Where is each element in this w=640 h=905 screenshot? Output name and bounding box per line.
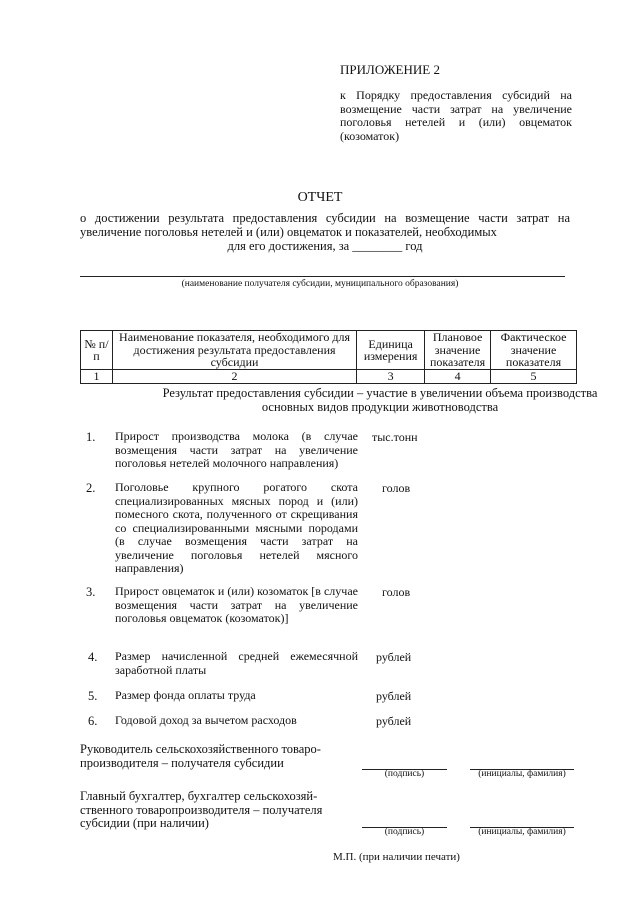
report-subtitle: о достижении результата предоставления субсидии на возмещение части затрат на увеличение поголовья нетелей и (или) овцематок и показателей, необходимых (80, 211, 570, 239)
accountant-label-line2: ственного товаропроизводителя – получателя (80, 802, 323, 817)
item-unit: голов (382, 481, 411, 495)
header-planned-value: Плановое значение показателя (425, 331, 491, 370)
item-number: 4. (88, 650, 98, 664)
item-unit: рублей (376, 650, 412, 664)
accountant-label-line1: Главный бухгалтер, бухгалтер сельскохозяй- (80, 789, 318, 803)
recipient-line (80, 275, 565, 277)
indicators-table (80, 330, 577, 384)
header-number: № п/п (81, 331, 113, 370)
item-text: Размер фонда оплаты труда (115, 688, 256, 702)
header-unit: Единица измерения (357, 331, 425, 370)
table-header-row (81, 331, 577, 370)
head-signature-label (80, 743, 321, 770)
col-number-3: 3 (357, 370, 425, 384)
table-column-numbers-row (81, 370, 577, 384)
col-number-1: 1 (81, 370, 113, 384)
item-number: 1. (86, 430, 96, 444)
item-number: 5. (88, 689, 98, 703)
accountant-signature-label (80, 790, 322, 831)
head-signature-caption: (подпись) (384, 769, 425, 779)
item-text: Прирост производства молока (в случае возмещения части затрат на увеличение поголовья нетелей молочного направления) (115, 429, 358, 470)
item-number: 6. (88, 714, 98, 728)
stamp-note: М.П. (при наличии печати) (333, 851, 460, 863)
appendix-description: к Порядку предоставления субсидий на возмещение части затрат на увеличение поголовья нетелей и (или) овцематок (козоматок) (340, 88, 572, 143)
header-indicator-name: Наименование показателя, необходимого для достижения результата предоставления субсидии (112, 331, 356, 370)
head-label-line1: Руководитель сельскохозяйственного товаро- (80, 742, 321, 756)
item-text: Годовой доход за вычетом расходов (115, 713, 297, 727)
item-unit: тыс.тонн (372, 430, 418, 444)
col-number-5: 5 (491, 370, 577, 384)
head-label-line2: производителя – получателя субсидии (80, 755, 284, 770)
item-number: 2. (86, 481, 96, 495)
report-subtitle-period: для его достижения, за ________ год (227, 239, 423, 253)
item-unit: голов (382, 585, 411, 599)
appendix-title: ПРИЛОЖЕНИЕ 2 (340, 62, 440, 77)
item-text: Прирост овцематок и (или) козоматок [в случае возмещения части затрат на увеличение поголовья овцематок (козоматок)] (115, 584, 358, 625)
col-number-2: 2 (112, 370, 356, 384)
head-name-caption: (инициалы, фамилия) (478, 769, 566, 779)
item-text: Размер начисленной средней ежемесячной заработной платы (115, 649, 358, 677)
item-number: 3. (86, 585, 96, 599)
header-actual-value: Фактическое значение показателя (491, 331, 577, 370)
report-title: ОТЧЕТ (297, 190, 343, 205)
section-title: Результат предоставления субсидии – участие в увеличении объема производства основных видов продукции животноводства (162, 386, 598, 414)
item-text: Поголовье крупного рогатого скота специализированных мясных пород и (или) помесного скота, полученного от скрещивания со специализированными мясными породами (в случае возмещения части затрат на увеличение поголовья нетелей мясного направления) (115, 480, 358, 575)
accountant-name-caption: (инициалы, фамилия) (478, 827, 566, 837)
recipient-caption: (наименование получателя субсидии, муниципального образования) (181, 279, 459, 289)
accountant-signature-caption: (подпись) (384, 827, 425, 837)
item-unit: рублей (376, 689, 412, 703)
col-number-4: 4 (425, 370, 491, 384)
item-unit: рублей (376, 714, 412, 728)
accountant-label-line3: субсидии (при наличии) (80, 816, 209, 830)
